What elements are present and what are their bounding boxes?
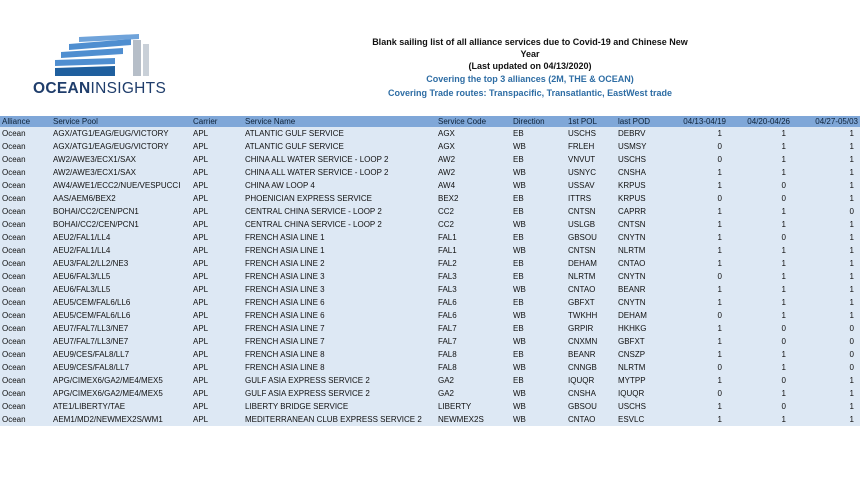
cell-last-pod: CNTAO [618, 259, 646, 268]
cell-first-pol: CNTAO [568, 415, 596, 424]
cell-direction: WB [513, 246, 526, 255]
cell-week-0420-0426: 0 [781, 233, 786, 242]
cell-service-code: FAL1 [438, 246, 457, 255]
table-row [0, 192, 860, 205]
cell-last-pod: DEHAM [618, 311, 647, 320]
cell-first-pol: GRPIR [568, 324, 594, 333]
cell-week-0427-0503: 1 [849, 376, 854, 385]
cell-service-pool: APG/CIMEX6/GA2/ME4/MEX5 [53, 389, 163, 398]
cell-week-0413-0419: 0 [717, 311, 722, 320]
cell-service-pool: APG/CIMEX6/GA2/ME4/MEX5 [53, 376, 163, 385]
table-row [0, 322, 860, 335]
cell-service-code: FAL7 [438, 337, 457, 346]
cell-week-0427-0503: 1 [849, 142, 854, 151]
cell-service-name: CENTRAL CHINA SERVICE - LOOP 2 [245, 220, 382, 229]
cell-service-code: FAL6 [438, 298, 457, 307]
cell-week-0420-0426: 0 [781, 324, 786, 333]
cell-carrier: APL [193, 194, 209, 203]
cell-last-pod: NLRTM [618, 363, 646, 372]
subtitle-line-1: Covering the top 3 alliances (2M, THE & OCEAN) [426, 74, 634, 84]
cell-carrier: APL [193, 155, 209, 164]
cell-direction: EB [513, 259, 524, 268]
cell-week-0427-0503: 1 [849, 272, 854, 281]
cell-carrier: APL [193, 298, 209, 307]
cell-service-code: FAL8 [438, 363, 457, 372]
cell-week-0420-0426: 1 [781, 259, 786, 268]
cell-direction: WB [513, 285, 526, 294]
column-header-week-0413-0419: 04/13-04/19 [683, 117, 726, 126]
cell-direction: EB [513, 376, 524, 385]
cell-service-name: FRENCH ASIA LINE 6 [245, 298, 325, 307]
cell-first-pol: BEANR [568, 350, 596, 359]
cell-service-name: GULF ASIA EXPRESS SERVICE 2 [245, 376, 370, 385]
cell-week-0413-0419: 1 [717, 129, 722, 138]
cell-direction: EB [513, 272, 524, 281]
cell-week-0420-0426: 1 [781, 142, 786, 151]
cell-week-0427-0503: 1 [849, 168, 854, 177]
cell-direction: WB [513, 220, 526, 229]
cell-week-0420-0426: 1 [781, 220, 786, 229]
cell-service-code: AGX [438, 129, 455, 138]
cell-week-0420-0426: 0 [781, 194, 786, 203]
cell-week-0427-0503: 0 [849, 324, 854, 333]
table-row [0, 270, 860, 283]
cell-week-0420-0426: 1 [781, 389, 786, 398]
cell-last-pod: IQUQR [618, 389, 645, 398]
cell-first-pol: USNYC [568, 168, 597, 177]
table-row [0, 166, 860, 179]
cell-service-code: FAL1 [438, 233, 457, 242]
cell-service-pool: AGX/ATG1/EAG/EUG/VICTORY [53, 142, 169, 151]
cell-first-pol: CNTSN [568, 246, 596, 255]
cell-alliance: Ocean [2, 298, 26, 307]
cell-week-0413-0419: 0 [717, 389, 722, 398]
cell-service-code: AW2 [438, 168, 456, 177]
cell-carrier: APL [193, 311, 209, 320]
cell-week-0427-0503: 1 [849, 246, 854, 255]
cell-direction: EB [513, 324, 524, 333]
cell-service-name: FRENCH ASIA LINE 3 [245, 272, 325, 281]
cell-carrier: APL [193, 259, 209, 268]
cell-week-0420-0426: 1 [781, 415, 786, 424]
table-row [0, 140, 860, 153]
cell-week-0427-0503: 1 [849, 415, 854, 424]
cell-week-0427-0503: 1 [849, 233, 854, 242]
cell-week-0413-0419: 1 [717, 233, 722, 242]
cell-last-pod: USCHS [618, 155, 647, 164]
table-row [0, 244, 860, 257]
cell-first-pol: CNTSN [568, 207, 596, 216]
cell-week-0427-0503: 0 [849, 337, 854, 346]
cell-first-pol: IQUQR [568, 376, 595, 385]
cell-week-0413-0419: 1 [717, 246, 722, 255]
cell-week-0413-0419: 1 [717, 207, 722, 216]
cell-alliance: Ocean [2, 324, 26, 333]
cell-first-pol: CNTAO [568, 285, 596, 294]
subtitle-line-2: Covering Trade routes: Transpacific, Transatlantic, EastWest trade [388, 88, 672, 98]
cell-carrier: APL [193, 220, 209, 229]
cell-last-pod: CNYTN [618, 298, 646, 307]
cell-week-0413-0419: 1 [717, 324, 722, 333]
cell-carrier: APL [193, 415, 209, 424]
cell-week-0427-0503: 1 [849, 194, 854, 203]
blank-sailing-table [0, 116, 860, 426]
cell-service-pool: AEU9/CES/FAL8/LL7 [53, 350, 130, 359]
cell-week-0420-0426: 1 [781, 272, 786, 281]
cell-last-pod: CAPRR [618, 207, 647, 216]
cell-week-0427-0503: 1 [849, 298, 854, 307]
cell-first-pol: CNXMN [568, 337, 598, 346]
cell-service-name: CENTRAL CHINA SERVICE - LOOP 2 [245, 207, 382, 216]
cell-carrier: APL [193, 129, 209, 138]
cell-carrier: APL [193, 142, 209, 151]
cell-week-0413-0419: 0 [717, 363, 722, 372]
table-row [0, 413, 860, 426]
cell-alliance: Ocean [2, 142, 26, 151]
cell-alliance: Ocean [2, 376, 26, 385]
cell-week-0420-0426: 0 [781, 376, 786, 385]
cell-service-pool: AGX/ATG1/EAG/EUG/VICTORY [53, 129, 169, 138]
cell-carrier: APL [193, 181, 209, 190]
cell-carrier: APL [193, 402, 209, 411]
cell-service-name: FRENCH ASIA LINE 8 [245, 363, 325, 372]
cell-first-pol: USCHS [568, 129, 597, 138]
cell-direction: WB [513, 168, 526, 177]
title-line-2: (Last updated on 04/13/2020) [468, 61, 592, 71]
cell-last-pod: CNTSN [618, 220, 646, 229]
cell-week-0427-0503: 1 [849, 181, 854, 190]
cell-first-pol: USSAV [568, 181, 595, 190]
cell-service-code: FAL2 [438, 259, 457, 268]
cell-service-code: AW2 [438, 155, 456, 164]
cell-week-0413-0419: 1 [717, 337, 722, 346]
cell-service-code: FAL3 [438, 272, 457, 281]
cell-alliance: Ocean [2, 168, 26, 177]
cell-first-pol: USLGB [568, 220, 596, 229]
cell-direction: WB [513, 363, 526, 372]
cell-service-pool: AW4/AWE1/ECC2/NUE/VESPUCCI [53, 181, 181, 190]
cell-carrier: APL [193, 376, 209, 385]
cell-carrier: APL [193, 246, 209, 255]
cell-week-0420-0426: 1 [781, 155, 786, 164]
column-header-service-name: Service Name [245, 117, 296, 126]
cell-last-pod: MYTPP [618, 376, 646, 385]
cell-last-pod: ESVLC [618, 415, 645, 424]
cell-first-pol: CNSHA [568, 389, 597, 398]
column-header-week-0420-0426: 04/20-04/26 [747, 117, 790, 126]
cell-service-pool: AEM1/MD2/NEWMEX2S/WM1 [53, 415, 163, 424]
cell-direction: WB [513, 415, 526, 424]
table-row [0, 400, 860, 413]
cell-service-code: AGX [438, 142, 455, 151]
cell-week-0420-0426: 1 [781, 298, 786, 307]
cell-week-0413-0419: 1 [717, 181, 722, 190]
cell-first-pol: CNNGB [568, 363, 597, 372]
cell-week-0420-0426: 1 [781, 350, 786, 359]
cell-service-pool: AEU6/FAL3/LL5 [53, 285, 111, 294]
cell-week-0420-0426: 0 [781, 181, 786, 190]
logo-bars-icon [55, 34, 151, 78]
cell-service-name: CHINA ALL WATER SERVICE - LOOP 2 [245, 168, 389, 177]
cell-last-pod: KRPUS [618, 181, 646, 190]
cell-service-pool: AEU9/CES/FAL8/LL7 [53, 363, 130, 372]
cell-service-code: AW4 [438, 181, 456, 190]
cell-service-code: CC2 [438, 207, 455, 216]
cell-week-0413-0419: 0 [717, 142, 722, 151]
logo-wordmark: OCEANINSIGHTS [33, 80, 167, 97]
cell-service-pool: ATE1/LIBERTY/TAE [53, 402, 126, 411]
cell-service-code: FAL6 [438, 311, 457, 320]
cell-service-name: FRENCH ASIA LINE 1 [245, 233, 325, 242]
cell-direction: WB [513, 142, 526, 151]
cell-direction: EB [513, 155, 524, 164]
table-row [0, 283, 860, 296]
cell-week-0420-0426: 1 [781, 363, 786, 372]
cell-week-0427-0503: 0 [849, 350, 854, 359]
table-row [0, 374, 860, 387]
cell-service-code: CC2 [438, 220, 455, 229]
cell-service-pool: AEU7/FAL7/LL3/NE7 [53, 324, 129, 333]
cell-first-pol: ITTRS [568, 194, 592, 203]
cell-service-name: LIBERTY BRIDGE SERVICE [245, 402, 349, 411]
cell-alliance: Ocean [2, 207, 26, 216]
ocean-insights-logo [33, 34, 167, 98]
cell-service-pool: AW2/AWE3/ECX1/SAX [53, 155, 136, 164]
cell-alliance: Ocean [2, 129, 26, 138]
cell-service-code: FAL3 [438, 285, 457, 294]
cell-week-0413-0419: 1 [717, 285, 722, 294]
cell-alliance: Ocean [2, 311, 26, 320]
cell-service-pool: AEU5/CEM/FAL6/LL6 [53, 311, 131, 320]
cell-service-name: FRENCH ASIA LINE 8 [245, 350, 325, 359]
cell-service-code: BEX2 [438, 194, 459, 203]
cell-service-name: GULF ASIA EXPRESS SERVICE 2 [245, 389, 370, 398]
column-header-carrier: Carrier [193, 117, 218, 126]
cell-alliance: Ocean [2, 246, 26, 255]
cell-service-pool: AEU7/FAL7/LL3/NE7 [53, 337, 129, 346]
cell-service-pool: AEU5/CEM/FAL6/LL6 [53, 298, 131, 307]
cell-carrier: APL [193, 207, 209, 216]
cell-service-name: ATLANTIC GULF SERVICE [245, 142, 344, 151]
cell-service-pool: AEU6/FAL3/LL5 [53, 272, 111, 281]
table-row [0, 205, 860, 218]
cell-week-0413-0419: 1 [717, 350, 722, 359]
cell-alliance: Ocean [2, 415, 26, 424]
cell-alliance: Ocean [2, 272, 26, 281]
cell-alliance: Ocean [2, 220, 26, 229]
cell-direction: WB [513, 389, 526, 398]
cell-service-name: FRENCH ASIA LINE 7 [245, 324, 325, 333]
cell-week-0427-0503: 1 [849, 311, 854, 320]
cell-carrier: APL [193, 363, 209, 372]
cell-week-0427-0503: 1 [849, 402, 854, 411]
cell-week-0427-0503: 1 [849, 129, 854, 138]
column-header-last-pod: last POD [618, 117, 651, 126]
cell-last-pod: GBFXT [618, 337, 645, 346]
cell-first-pol: NLRTM [568, 272, 596, 281]
cell-first-pol: DEHAM [568, 259, 597, 268]
cell-service-name: MEDITERRANEAN CLUB EXPRESS SERVICE 2 [245, 415, 422, 424]
cell-last-pod: CNYTN [618, 272, 646, 281]
cell-direction: WB [513, 181, 526, 190]
cell-week-0427-0503: 1 [849, 259, 854, 268]
cell-week-0413-0419: 0 [717, 194, 722, 203]
cell-week-0427-0503: 1 [849, 155, 854, 164]
cell-week-0413-0419: 0 [717, 272, 722, 281]
cell-service-pool: AEU2/FAL1/LL4 [53, 233, 111, 242]
cell-direction: EB [513, 350, 524, 359]
cell-last-pod: CNSZP [618, 350, 646, 359]
cell-carrier: APL [193, 324, 209, 333]
table-row [0, 335, 860, 348]
cell-last-pod: BEANR [618, 285, 646, 294]
page-subtitle [365, 72, 695, 100]
cell-service-code: FAL7 [438, 324, 457, 333]
cell-last-pod: NLRTM [618, 246, 646, 255]
column-header-service-pool: Service Pool [53, 117, 98, 126]
cell-week-0413-0419: 1 [717, 259, 722, 268]
cell-first-pol: VNVUT [568, 155, 596, 164]
cell-last-pod: USMSY [618, 142, 647, 151]
column-header-week-0427-0503: 04/27-05/03 [815, 117, 858, 126]
cell-last-pod: USCHS [618, 402, 647, 411]
cell-direction: WB [513, 337, 526, 346]
cell-week-0427-0503: 1 [849, 285, 854, 294]
cell-service-code: LIBERTY [438, 402, 472, 411]
table-row [0, 127, 860, 140]
cell-first-pol: GBSOU [568, 402, 597, 411]
table-row [0, 296, 860, 309]
cell-week-0413-0419: 1 [717, 298, 722, 307]
cell-service-code: GA2 [438, 389, 455, 398]
cell-alliance: Ocean [2, 194, 26, 203]
cell-direction: EB [513, 207, 524, 216]
cell-week-0413-0419: 1 [717, 415, 722, 424]
cell-week-0420-0426: 1 [781, 246, 786, 255]
page-title [365, 36, 695, 72]
column-header-first-pol: 1st POL [568, 117, 597, 126]
cell-week-0427-0503: 1 [849, 389, 854, 398]
cell-service-pool: BOHAI/CC2/CEN/PCN1 [53, 220, 139, 229]
cell-alliance: Ocean [2, 155, 26, 164]
cell-service-name: FRENCH ASIA LINE 1 [245, 246, 325, 255]
cell-direction: EB [513, 194, 524, 203]
table-row [0, 348, 860, 361]
cell-alliance: Ocean [2, 363, 26, 372]
cell-service-name: ATLANTIC GULF SERVICE [245, 129, 344, 138]
cell-last-pod: CNSHA [618, 168, 647, 177]
table-row [0, 309, 860, 322]
cell-service-code: NEWMEX2S [438, 415, 484, 424]
cell-service-code: FAL8 [438, 350, 457, 359]
cell-alliance: Ocean [2, 389, 26, 398]
cell-carrier: APL [193, 389, 209, 398]
cell-first-pol: TWKHH [568, 311, 598, 320]
cell-week-0427-0503: 0 [849, 363, 854, 372]
cell-last-pod: CNYTN [618, 233, 646, 242]
cell-service-name: PHOENICIAN EXPRESS SERVICE [245, 194, 372, 203]
cell-week-0427-0503: 0 [849, 207, 854, 216]
title-line-1: Blank sailing list of all alliance services due to Covid-19 and Chinese New Year [372, 37, 688, 59]
cell-direction: WB [513, 311, 526, 320]
cell-week-0413-0419: 0 [717, 155, 722, 164]
cell-alliance: Ocean [2, 337, 26, 346]
cell-carrier: APL [193, 272, 209, 281]
cell-week-0420-0426: 1 [781, 129, 786, 138]
column-header-service-code: Service Code [438, 117, 487, 126]
table-row [0, 361, 860, 374]
cell-week-0413-0419: 1 [717, 220, 722, 229]
cell-week-0413-0419: 1 [717, 168, 722, 177]
cell-alliance: Ocean [2, 350, 26, 359]
cell-week-0420-0426: 0 [781, 402, 786, 411]
cell-service-name: CHINA AW LOOP 4 [245, 181, 315, 190]
cell-first-pol: GBSOU [568, 233, 597, 242]
cell-week-0420-0426: 1 [781, 285, 786, 294]
table-row [0, 257, 860, 270]
table-row [0, 153, 860, 166]
cell-week-0427-0503: 1 [849, 220, 854, 229]
cell-service-pool: AAS/AEM6/BEX2 [53, 194, 116, 203]
cell-carrier: APL [193, 233, 209, 242]
table-header-row [0, 116, 860, 127]
cell-service-pool: AEU2/FAL1/LL4 [53, 246, 111, 255]
cell-service-name: FRENCH ASIA LINE 2 [245, 259, 325, 268]
cell-direction: EB [513, 129, 524, 138]
cell-direction: EB [513, 298, 524, 307]
table-row [0, 179, 860, 192]
cell-carrier: APL [193, 285, 209, 294]
cell-alliance: Ocean [2, 285, 26, 294]
cell-week-0413-0419: 1 [717, 402, 722, 411]
cell-service-pool: AW2/AWE3/ECX1/SAX [53, 168, 136, 177]
cell-carrier: APL [193, 168, 209, 177]
cell-service-name: FRENCH ASIA LINE 3 [245, 285, 325, 294]
table-row [0, 231, 860, 244]
cell-service-pool: AEU3/FAL2/LL2/NE3 [53, 259, 129, 268]
column-header-alliance: Alliance [2, 117, 31, 126]
cell-direction: EB [513, 233, 524, 242]
cell-alliance: Ocean [2, 233, 26, 242]
cell-week-0420-0426: 1 [781, 207, 786, 216]
cell-alliance: Ocean [2, 402, 26, 411]
cell-last-pod: DEBRV [618, 129, 646, 138]
table-row [0, 387, 860, 400]
table-row [0, 218, 860, 231]
cell-service-name: CHINA ALL WATER SERVICE - LOOP 2 [245, 155, 389, 164]
cell-service-code: GA2 [438, 376, 455, 385]
cell-week-0413-0419: 1 [717, 376, 722, 385]
cell-alliance: Ocean [2, 259, 26, 268]
cell-carrier: APL [193, 337, 209, 346]
cell-first-pol: GBFXT [568, 298, 595, 307]
cell-last-pod: KRPUS [618, 194, 646, 203]
cell-service-name: FRENCH ASIA LINE 6 [245, 311, 325, 320]
cell-first-pol: FRLEH [568, 142, 595, 151]
cell-service-pool: BOHAI/CC2/CEN/PCN1 [53, 207, 139, 216]
cell-service-name: FRENCH ASIA LINE 7 [245, 337, 325, 346]
cell-direction: WB [513, 402, 526, 411]
column-header-direction: Direction [513, 117, 545, 126]
cell-alliance: Ocean [2, 181, 26, 190]
cell-week-0420-0426: 1 [781, 168, 786, 177]
cell-week-0420-0426: 0 [781, 337, 786, 346]
cell-week-0420-0426: 1 [781, 311, 786, 320]
cell-carrier: APL [193, 350, 209, 359]
cell-last-pod: HKHKG [618, 324, 647, 333]
